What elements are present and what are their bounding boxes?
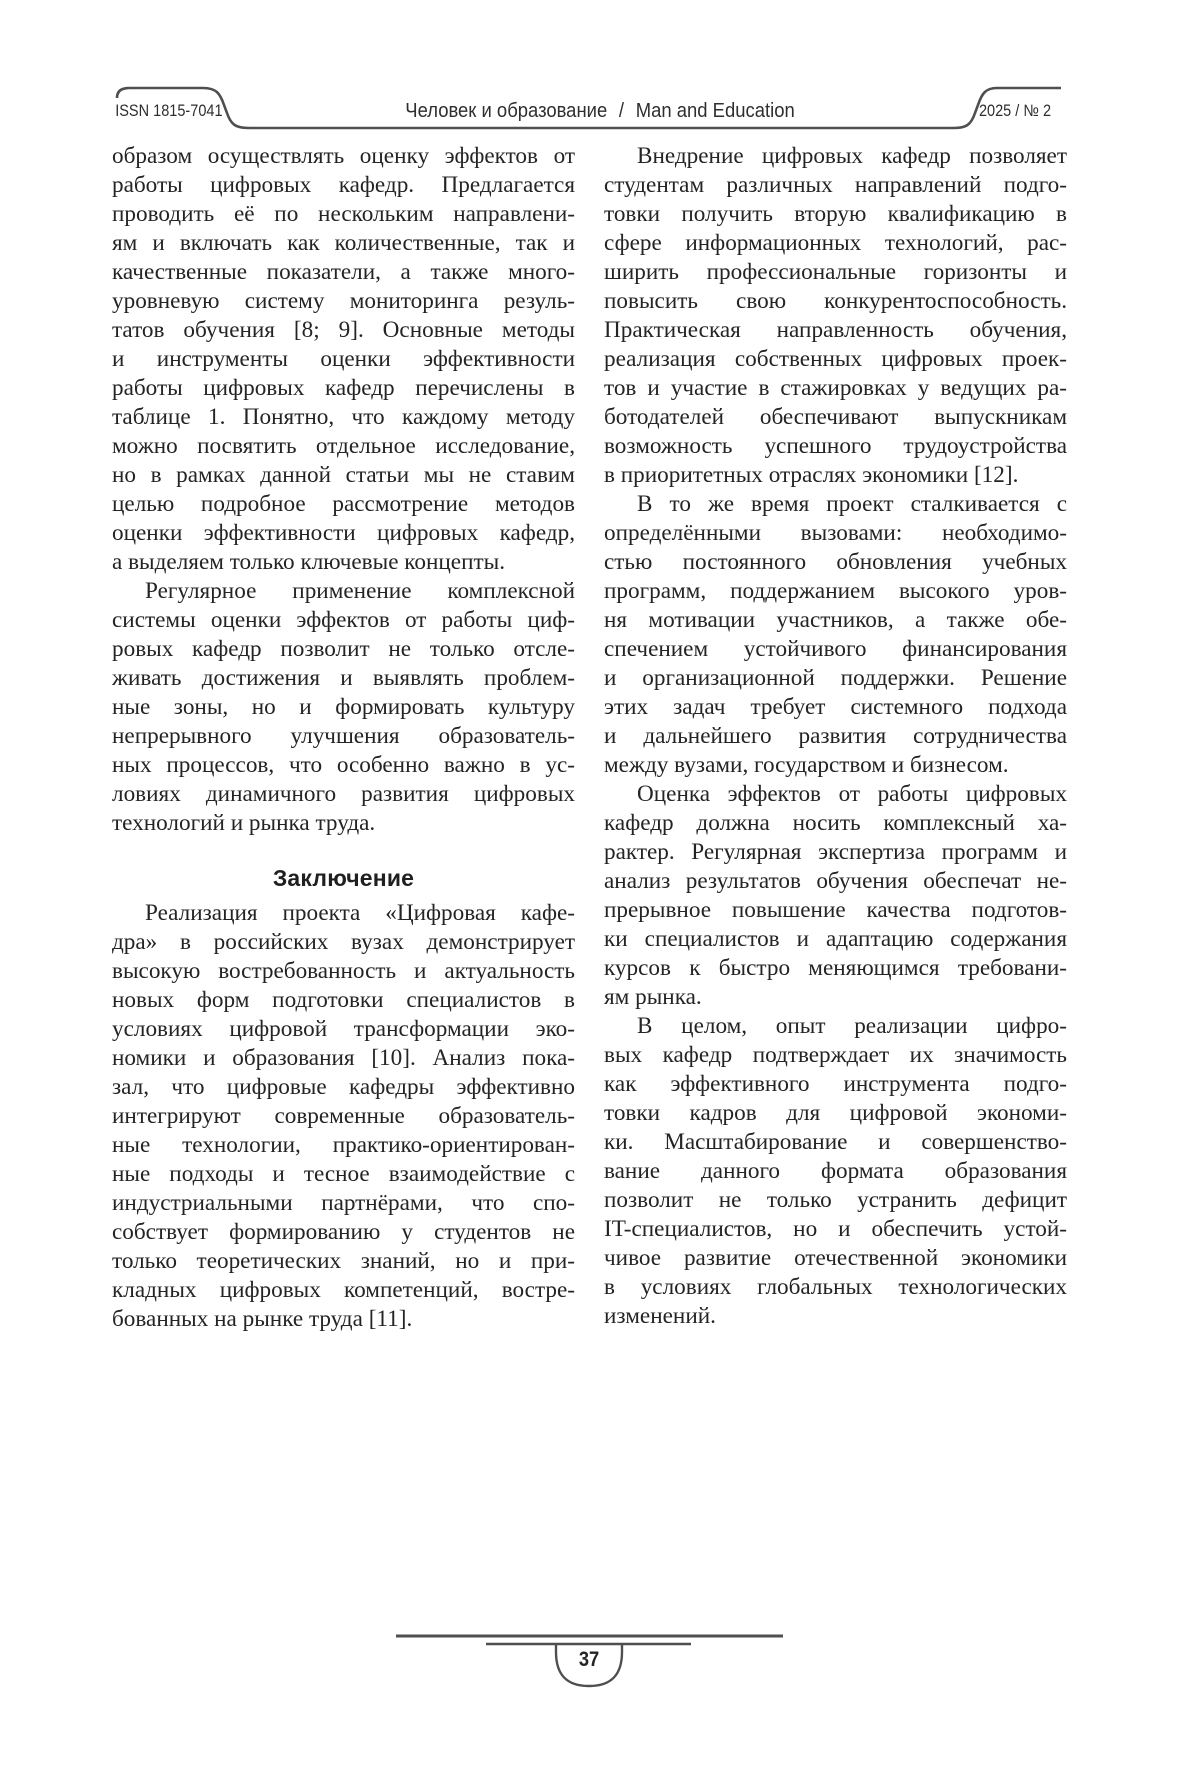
issue-label: 2025 / № 2 — [978, 102, 1052, 120]
text-line: ширить профессиональные горизонты и — [604, 259, 1067, 285]
text-line: реализация собственных цифровых проек- — [604, 346, 1067, 372]
left-column — [112, 142, 575, 1334]
text-line: определёнными вызовами: необходимо- — [604, 520, 1067, 546]
issn-label: ISSN 1815-7041 — [115, 102, 223, 120]
text-line: и организационной поддержки. Решение — [604, 665, 1067, 691]
text-line: индустриальными партнёрами, что спо- — [112, 1190, 575, 1216]
text-line: только теоретических знаний, но и при- — [112, 1248, 575, 1274]
text-line: системы оценки эффектов от работы циф- — [112, 607, 575, 633]
text-line: кафедр должна носить комплексный ха- — [604, 810, 1067, 836]
text-line: ки специалистов и адаптацию содержания — [604, 926, 1067, 952]
section-heading: Заключение — [272, 865, 415, 891]
text-line: тов и участие в стажировках у ведущих ра- — [604, 375, 1067, 401]
text-line: татов обучения [8; 9]. Основные методы — [112, 317, 575, 343]
text-line: ные подходы и тесное взаимодействие с — [112, 1161, 575, 1187]
text-line: работы цифровых кафедр. Предлагается — [112, 172, 575, 198]
article-body — [112, 142, 1067, 1334]
text-line: таблице 1. Понятно, что каждому методу — [112, 404, 575, 430]
text-line: студентам различных направлений подго- — [604, 172, 1067, 198]
text-line: ям рынка. — [604, 984, 702, 1010]
text-line: живать достижения и выявлять проблем- — [112, 665, 575, 691]
text-line: уровневую систему мониторинга резуль- — [112, 288, 575, 314]
text-line: IT-специалистов, но и обеспечить устой- — [604, 1216, 1067, 1242]
text-line: стью постоянного обновления учебных — [604, 549, 1067, 575]
text-line: курсов к быстро меняющимся требовани- — [604, 955, 1067, 981]
text-line: ных процессов, что особенно важно в ус- — [112, 752, 575, 778]
text-line: можно посвятить отдельное исследование, — [112, 433, 575, 459]
text-line: чивое развитие отечественной экономики — [604, 1245, 1067, 1271]
text-line: непрерывного улучшения образователь- — [112, 723, 575, 749]
text-line: вание данного формата образования — [604, 1158, 1067, 1184]
text-line: ня мотивации участников, а также обе- — [604, 607, 1067, 633]
text-line: позволит не только устранить дефицит — [604, 1187, 1067, 1213]
text-line: оценки эффективности цифровых кафедр, — [112, 520, 575, 546]
text-line: ные зоны, но и формировать культуру — [112, 694, 575, 720]
right-column — [604, 142, 1067, 1334]
text-line: изменений. — [604, 1303, 716, 1329]
text-line: ловиях динамичного развития цифровых — [112, 781, 575, 807]
text-line: спечением устойчивого финансирования — [604, 636, 1067, 662]
text-line: и дальнейшего развития сотрудничества — [604, 723, 1067, 749]
text-line: Регулярное применение комплексной — [145, 578, 575, 604]
text-line: товки кадров для цифровой экономи- — [604, 1100, 1067, 1126]
text-line: технологий и рынка труда. — [112, 810, 376, 836]
text-line: программ, поддержанием высокого уров- — [604, 578, 1067, 604]
text-line: прерывное повышение качества подготов- — [604, 897, 1067, 923]
text-line: и инструменты оценки эффективности — [112, 346, 575, 372]
text-line: проводить её по нескольким направлени- — [112, 201, 575, 227]
text-line: ки. Масштабирование и совершенство- — [604, 1129, 1067, 1155]
text-line: вых кафедр подтверждает их значимость — [604, 1042, 1067, 1068]
text-line: возможность успешного трудоустройства — [604, 433, 1067, 459]
text-line: в приоритетных отраслях экономики [12]. — [604, 462, 1019, 488]
text-line: товки получить вторую квалификацию в — [604, 201, 1067, 227]
text-line: В целом, опыт реализации цифро- — [637, 1013, 1067, 1039]
text-line: Практическая направленность обучения, — [604, 317, 1067, 343]
text-line: образом осуществлять оценку эффектов от — [112, 143, 575, 169]
text-line: ровых кафедр позволит не только отсле- — [112, 636, 575, 662]
text-line: повысить свою конкурентоспособность. — [604, 288, 1067, 314]
text-line: зал, что цифровые кафедры эффективно — [112, 1074, 575, 1100]
text-line: условиях цифровой трансформации эко- — [112, 1016, 575, 1042]
text-line: качественные показатели, а также много- — [112, 259, 575, 285]
journal-title-en: Man and Education — [635, 99, 795, 122]
text-line: но в рамках данной статьи мы не ставим — [112, 462, 575, 488]
text-line: дра» в российских вузах демонстрирует — [112, 929, 575, 955]
text-line: ные технологии, практико-ориентирован- — [112, 1132, 575, 1158]
text-line: высокую востребованность и актуальность — [112, 958, 575, 984]
text-line: Реализация проекта «Цифровая кафе- — [145, 900, 575, 926]
text-line: ям и включать как количественные, так и — [112, 230, 575, 256]
text-line: бованных на рынке труда [11]. — [112, 1306, 413, 1332]
text-line: сфере информационных технологий, рас- — [604, 230, 1067, 256]
text-line: этих задач требует системного подхода — [604, 694, 1067, 720]
text-line: номики и образования [10]. Анализ пока- — [112, 1045, 575, 1071]
page-number: 37 — [578, 1647, 600, 1671]
text-line: интегрируют современные образователь- — [112, 1103, 575, 1129]
text-line: В то же время проект сталкивается с — [637, 491, 1067, 517]
text-line: собствует формированию у студентов не — [112, 1219, 575, 1245]
text-line: работы цифровых кафедр перечислены в — [112, 375, 575, 401]
text-line: Внедрение цифровых кафедр позволяет — [637, 143, 1067, 169]
text-line: а выделяем только ключевые концепты. — [112, 549, 505, 575]
text-line: кладных цифровых компетенций, востре- — [112, 1277, 575, 1303]
text-line: ботодателей обеспечивают выпускникам — [604, 404, 1067, 430]
text-line: рактер. Регулярная экспертиза программ и — [604, 839, 1067, 865]
text-line: анализ результатов обучения обеспечат не- — [604, 868, 1067, 894]
journal-title — [405, 99, 794, 123]
text-line: в условиях глобальных технологических — [604, 1274, 1067, 1300]
text-line: Оценка эффектов от работы цифровых — [637, 781, 1067, 807]
journal-title-separator: / — [618, 99, 625, 122]
text-line: целью подробное рассмотрение методов — [112, 491, 575, 517]
text-line: как эффективного инструмента подго- — [604, 1071, 1067, 1097]
text-line: между вузами, государством и бизнесом. — [604, 752, 1009, 778]
journal-title-ru: Человек и образование — [405, 99, 608, 122]
text-line: новых форм подготовки специалистов в — [112, 987, 575, 1013]
